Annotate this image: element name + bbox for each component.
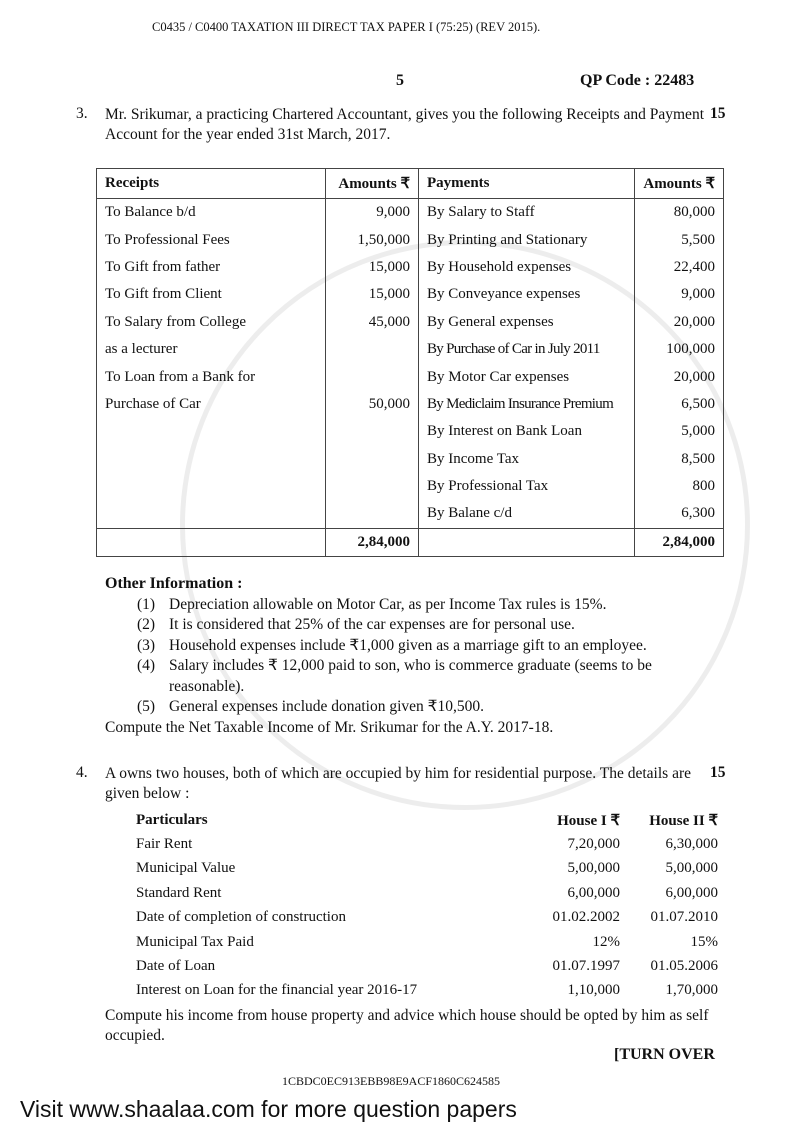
- receipt-item: To Loan from a Bank for: [97, 363, 326, 390]
- payment-amount: 9,000: [635, 281, 724, 308]
- receipt-amount: 9,000: [326, 199, 419, 227]
- payment-amount: 20,000: [635, 363, 724, 390]
- col-particulars: Particulars: [136, 811, 208, 828]
- payment-item: By Motor Car expenses: [419, 363, 635, 390]
- col-house-2: House II ₹: [649, 812, 718, 829]
- qp-code: [580, 72, 694, 90]
- table-row: [97, 418, 724, 445]
- table-row: [97, 254, 724, 281]
- item-number: (1): [137, 595, 156, 613]
- receipt-amount: [326, 446, 419, 473]
- receipt-amount: 1,50,000: [326, 226, 419, 253]
- payment-item: By Mediclaim Insurance Premium: [419, 391, 635, 418]
- table-row: [132, 906, 722, 930]
- table-row: [132, 832, 722, 856]
- receipt-amount: [326, 418, 419, 445]
- table-row: [97, 199, 724, 227]
- house-1-value: 5,00,000: [567, 860, 620, 877]
- table-row: [97, 446, 724, 473]
- house-2-value: 1,70,000: [665, 982, 718, 999]
- payment-amount: 100,000: [635, 336, 724, 363]
- receipt-item: To Salary from College: [97, 309, 326, 336]
- payment-amount: 5,000: [635, 418, 724, 445]
- receipt-item: [97, 446, 326, 473]
- turn-over: [TURN OVER: [614, 1046, 715, 1063]
- table-row: [132, 881, 722, 905]
- payment-item: By Interest on Bank Loan: [419, 418, 635, 445]
- house-1-value: 12%: [592, 933, 620, 950]
- payment-amount: 22,400: [635, 254, 724, 281]
- house-1-value: 1,10,000: [567, 982, 620, 999]
- item-text: General expenses include donation given ₹10,500.: [169, 698, 485, 715]
- other-info-item: [137, 595, 725, 616]
- page-number: 5: [396, 72, 404, 89]
- payment-item: By Salary to Staff: [419, 199, 635, 227]
- payment-amount: 6,300: [635, 500, 724, 528]
- receipt-item: To Gift from father: [97, 254, 326, 281]
- col-payments: Payments: [419, 169, 635, 199]
- receipt-item: To Professional Fees: [97, 226, 326, 253]
- table-row: [97, 473, 724, 500]
- item-text: Depreciation allowable on Motor Car, as per Income Tax rules is 15%.: [169, 595, 607, 613]
- payment-item: By Purchase of Car in July 2011: [419, 336, 635, 363]
- other-info-item: [137, 697, 725, 718]
- qp-label: QP Code :: [580, 72, 651, 89]
- table-row: [132, 930, 722, 954]
- table-row: [132, 979, 722, 1003]
- particular: Date of completion of construction: [136, 909, 346, 926]
- qp-value: 22483: [654, 72, 695, 89]
- payment-amount: 20,000: [635, 309, 724, 336]
- table-row: [97, 309, 724, 336]
- payment-item: By Conveyance expenses: [419, 281, 635, 308]
- house-1-value: 7,20,000: [567, 836, 620, 853]
- item-number: (2): [137, 616, 156, 633]
- receipt-amount: 15,000: [326, 281, 419, 308]
- table-row: [97, 363, 724, 390]
- q4-compute: Compute his income from house property and advice which house should be opted by him as self occupied.: [105, 1007, 709, 1044]
- shaalaa-link[interactable]: Visit www.shaalaa.com for more question papers: [20, 1096, 517, 1122]
- particular: Municipal Tax Paid: [136, 933, 254, 950]
- receipt-amount: 45,000: [326, 309, 419, 336]
- receipt-amount: 50,000: [326, 391, 419, 418]
- particular: Standard Rent: [136, 884, 222, 901]
- table-row: [97, 391, 724, 418]
- particular: Fair Rent: [136, 836, 193, 853]
- particular: Municipal Value: [136, 860, 236, 877]
- payment-item: By Professional Tax: [419, 473, 635, 500]
- paper-title: C0435 / C0400 TAXATION III DIRECT TAX PAPER I (75:25) (REV 2015).: [152, 20, 541, 34]
- house-2-value: 5,00,000: [665, 860, 718, 877]
- blank: [419, 528, 635, 556]
- item-number: (4): [137, 657, 156, 674]
- col-amount: Amounts ₹: [635, 169, 724, 199]
- item-text: Household expenses include ₹1,000 given as a marriage gift to an employee.: [169, 636, 647, 654]
- item-number: (3): [137, 636, 156, 654]
- q3-text: Mr. Srikumar, a practicing Chartered Accountant, gives you the following Receipts and Payment Account for the year ended 31st March, 2017.: [105, 106, 704, 143]
- other-info-item: [137, 636, 725, 657]
- col-house-1: House I ₹: [557, 812, 620, 829]
- col-receipts: Receipts: [97, 169, 326, 199]
- receipt-amount: [326, 500, 419, 528]
- receipt-item: To Gift from Client: [97, 281, 326, 308]
- payment-amount: 5,500: [635, 226, 724, 253]
- house-property-table: [132, 808, 722, 1003]
- col-amount: Amounts ₹: [326, 169, 419, 199]
- receipt-item: as a lecturer: [97, 336, 326, 363]
- house-2-value: 01.07.2010: [650, 909, 718, 926]
- receipt-item: To Balance b/d: [97, 199, 326, 227]
- q4-text: A owns two houses, both of which are occupied by him for residential purpose. The details are given below :: [105, 765, 691, 802]
- blank: [97, 528, 326, 556]
- receipt-amount: [326, 336, 419, 363]
- house-2-value: 6,30,000: [665, 836, 718, 853]
- item-text: It is considered that 25% of the car expenses are for personal use.: [169, 616, 575, 633]
- payments-total: 2,84,000: [635, 528, 724, 556]
- payment-item: By Household expenses: [419, 254, 635, 281]
- table-row: [97, 500, 724, 528]
- q4-number: 4.: [76, 764, 88, 781]
- house-1-value: 01.02.2002: [552, 909, 620, 926]
- receipts-payments-table: [96, 168, 724, 557]
- payment-amount: 80,000: [635, 199, 724, 227]
- particular: Date of Loan: [136, 958, 216, 975]
- q4-marks: 15: [710, 764, 726, 781]
- receipts-total: 2,84,000: [326, 528, 419, 556]
- q3-compute: Compute the Net Taxable Income of Mr. Srikumar for the A.Y. 2017-18.: [105, 718, 554, 736]
- totals-row: [97, 528, 724, 556]
- receipt-amount: 15,000: [326, 254, 419, 281]
- payment-item: By Income Tax: [419, 446, 635, 473]
- payment-amount: 6,500: [635, 391, 724, 418]
- receipt-item: [97, 500, 326, 528]
- footer-code: 1CBDC0EC913EBB98E9ACF1860C624585: [282, 1074, 501, 1088]
- receipt-amount: [326, 363, 419, 390]
- receipt-item: Purchase of Car: [97, 391, 326, 418]
- q3-marks: 15: [710, 105, 726, 122]
- receipt-item: [97, 418, 326, 445]
- payment-item: By General expenses: [419, 309, 635, 336]
- house-2-value: 6,00,000: [665, 884, 718, 901]
- table-row: [97, 281, 724, 308]
- q3-number: 3.: [76, 105, 88, 122]
- table-row: [132, 857, 722, 881]
- receipt-item: [97, 473, 326, 500]
- table-row: [97, 336, 724, 363]
- house-2-value: 15%: [690, 933, 718, 950]
- table-row: [132, 954, 722, 978]
- other-info-title: Other Information :: [105, 575, 243, 592]
- payment-item: By Balane c/d: [419, 500, 635, 528]
- other-info-item: [137, 615, 725, 636]
- payment-amount: 800: [635, 473, 724, 500]
- payment-amount: 8,500: [635, 446, 724, 473]
- house-1-value: 01.07.1997: [552, 958, 620, 975]
- house-2-value: 01.05.2006: [650, 958, 718, 975]
- item-text: Salary includes ₹ 12,000 paid to son, who is commerce graduate (seems to be reasonable).: [169, 657, 652, 695]
- house-1-value: 6,00,000: [567, 884, 620, 901]
- receipt-amount: [326, 473, 419, 500]
- particular: Interest on Loan for the financial year 2016-17: [136, 982, 418, 999]
- item-number: (5): [137, 698, 156, 715]
- payment-item: By Printing and Stationary: [419, 226, 635, 253]
- other-information: [105, 574, 725, 738]
- other-info-item: [137, 656, 725, 697]
- table-row: [97, 226, 724, 253]
